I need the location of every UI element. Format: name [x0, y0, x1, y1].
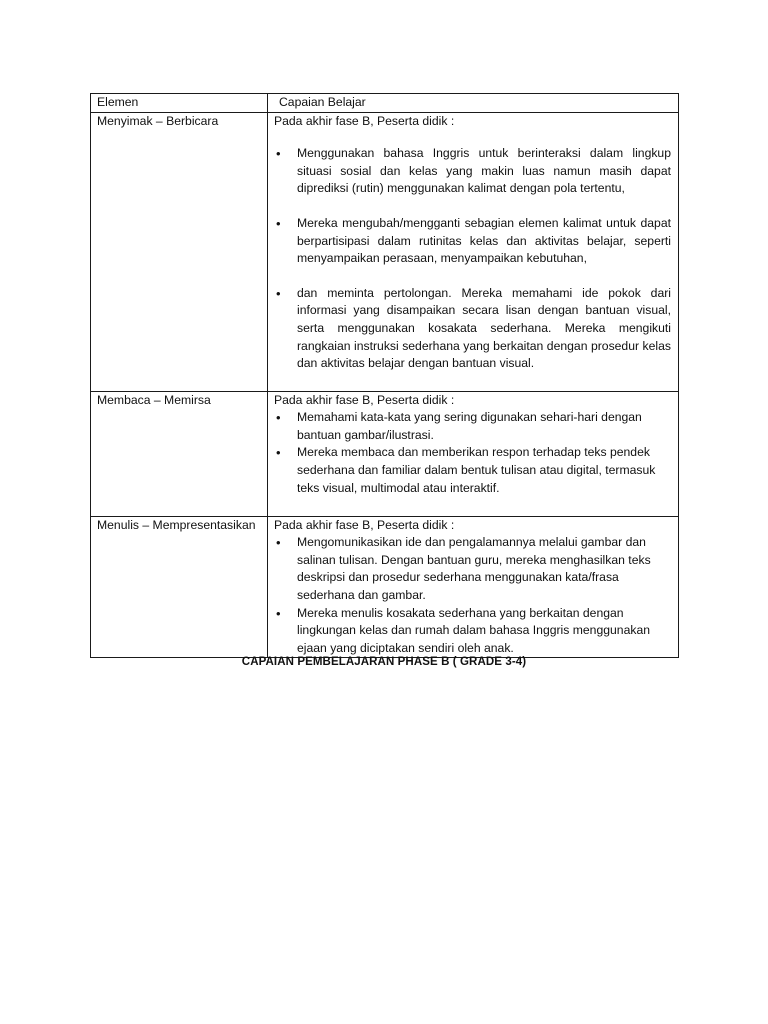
header-capaian-belajar: Capaian Belajar: [268, 94, 679, 113]
capaian-list: [274, 534, 671, 657]
capaian-list: [274, 409, 671, 497]
capaian-cell: [268, 391, 679, 516]
table-row: [91, 391, 679, 516]
elemen-cell: Menyimak – Berbicara: [91, 112, 268, 391]
list-item: • Mereka mengubah/mengganti sebagian elemen kalimat untuk dapat berpartisipasi dalam rutinitas kelas dan aktivitas belajar, seperti menyampaikan perasaan, menyampaikan kebutuhan,: [274, 215, 671, 268]
table-row: [91, 516, 679, 658]
elemen-cell: Menulis – Mempresentasikan: [91, 516, 268, 658]
list-item: • dan meminta pertolongan. Mereka memahami ide pokok dari informasi yang disampaikan secara lisan dengan bantuan visual, serta menggunakan kosakata sederhana. Mereka mengikuti rangkaian instruksi sederhana yang berkaitan dengan prosedur kelas dan aktivitas belajar dengan bantuan visual.: [274, 285, 671, 373]
capaian-table: [90, 93, 679, 658]
capaian-cell: [268, 516, 679, 658]
capaian-intro: Pada akhir fase B, Peserta didik :: [274, 517, 455, 532]
header-elemen: Elemen: [91, 94, 268, 113]
table-caption: CAPAIAN PEMBELAJARAN PHASE B ( GRADE 3-4): [241, 656, 527, 668]
list-item: • Memahami kata-kata yang sering digunakan sehari-hari dengan bantuan gambar/ilustrasi.: [274, 409, 671, 444]
elemen-cell: Membaca – Memirsa: [91, 391, 268, 516]
capaian-intro: Pada akhir fase B, Peserta didik :: [274, 113, 455, 128]
table-row: [91, 112, 679, 391]
list-item: • Mengomunikasikan ide dan pengalamannya melalui gambar dan salinan tulisan. Dengan bantuan guru, mereka menghasilkan teks deskripsi dan prosedur sederhana menggunakan kata/frasa sederhana dan gambar.: [274, 534, 671, 604]
capaian-list: [274, 145, 671, 373]
list-item: • Menggunakan bahasa Inggris untuk berinteraksi dalam lingkup situasi sosial dan kelas yang makin luas namun masih dapat diprediksi (rutin) menggunakan kalimat dengan pola tertentu,: [274, 145, 671, 198]
table-header-row: [91, 94, 679, 113]
list-item: • Mereka membaca dan memberikan respon terhadap teks pendek sederhana dan familiar dalam bentuk tulisan atau digital, termasuk teks visual, multimodal atau interaktif.: [274, 444, 671, 497]
capaian-intro: Pada akhir fase B, Peserta didik :: [274, 392, 455, 407]
list-item: • Mereka menulis kosakata sederhana yang berkaitan dengan lingkungan kelas dan rumah dalam bahasa Inggris menggunakan ejaan yang diciptakan sendiri oleh anak.: [274, 605, 671, 658]
capaian-cell: [268, 112, 679, 391]
